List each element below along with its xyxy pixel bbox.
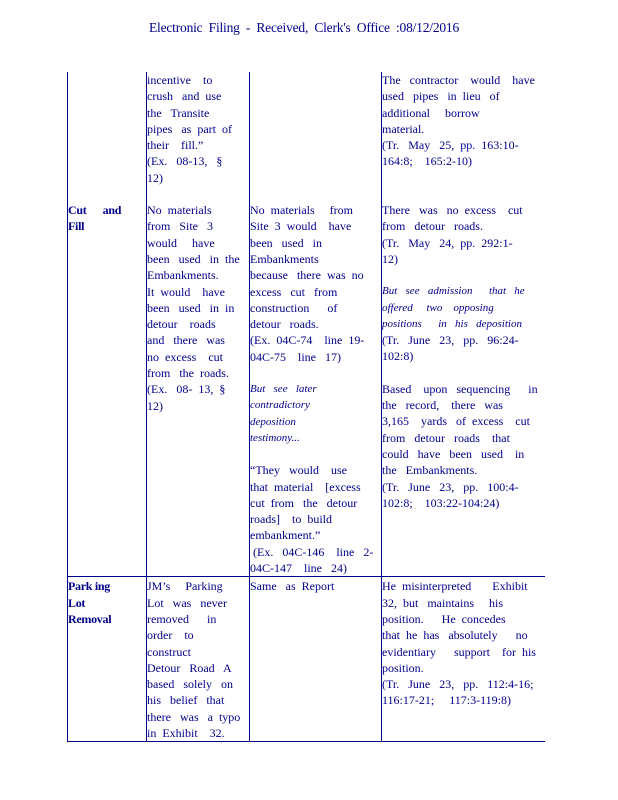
text-line: (Tr. May 24, pp. 292:1- [382,235,513,250]
text-line: been used in the [147,251,240,266]
text-line: pipes as part of [147,121,232,136]
table-row-cut-and-fill [68,186,545,577]
text-line: evidentiary support for his [382,644,536,659]
category-cell [68,72,147,186]
text-line: There was no excess cut [382,203,523,218]
text-line: cut from the detour [250,495,358,510]
text-line: (Tr. May 25, pp. 163:10- [382,138,519,153]
text-line: 04C-147 line 24) [250,561,347,576]
text-line: excess cut from [250,284,338,299]
category-label: Fill [68,219,85,234]
testimony-cell [250,186,382,577]
text-line: that he has absolutely no [382,628,528,643]
text-line: Same as Report [250,579,335,594]
text-line: there was a typo [147,709,241,724]
testimony-cell [250,577,382,742]
text-line: position. He concedes [382,611,506,626]
text-line: based solely on [147,677,233,692]
text-line: (Ex. 08- 13, § [147,382,226,397]
text-line: JM’s Parking [147,579,223,594]
text-line: construction of [250,300,338,315]
italic-note-line: offered two opposing [382,301,494,314]
category-cell [68,186,147,577]
text-line: (Ex. 04C-146 line 2- [250,544,374,559]
italic-note-line: deposition [250,415,296,428]
actual-cell [382,186,545,577]
text-line: because there was no [250,268,364,283]
italic-note-line: testimony... [250,431,300,444]
text-line: the Transite [147,105,210,120]
actual-cell [382,577,545,742]
text-line: 164:8; 165:2-10) [382,154,472,169]
actual-cell [382,72,545,186]
text-line: incentive to [147,73,213,87]
text-line: position. [382,660,424,675]
category-label: Cut and [68,203,122,218]
text-line: in Exhibit 32. [147,725,225,740]
text-line: 102:8; 103:22-104:24) [382,495,500,510]
text-line: used pipes in lieu of [382,89,500,104]
text-line: that material [excess [250,479,361,494]
text-line: Lot was never [147,595,227,610]
text-line: 3,165 yards of excess cut [382,414,530,429]
italic-note-line: But see admission that he [382,285,525,298]
text-line: Embankments [250,251,319,266]
report-cell [147,577,250,742]
text-line: and there was [147,333,225,348]
text-line: from detour roads that [382,430,510,445]
text-line: (Ex. 04C-74 line 19- [250,333,365,348]
text-line: the record, there was [382,398,503,413]
text-line: from detour roads. [382,219,483,234]
text-line: his belief that [147,693,225,708]
text-line: It would have [147,284,225,299]
testimony-cell [250,72,382,186]
text-line: 32, but maintains his [382,595,503,610]
text-line: detour roads. [250,317,319,332]
text-line: embankment.” [250,528,321,543]
text-line: been used in in [147,300,235,315]
text-line: from Site 3 [147,219,213,234]
table-row-parking-lot-removal [68,577,545,742]
text-line: construct [147,644,191,659]
italic-note-line: But see later [250,383,317,396]
text-line: could have been used in [382,446,525,461]
text-line: Site 3 would have [250,219,352,234]
text-line: No materials from [250,203,353,218]
text-line: detour roads [147,317,216,332]
text-line: their fill.” [147,138,204,153]
text-line: 12) [147,398,163,413]
text-line: Embankments. [147,268,219,283]
text-line: 04C-75 line 17) [250,349,341,364]
text-line: no excess cut [147,349,223,364]
text-line: The contractor would have [382,73,535,87]
report-cell [147,186,250,577]
text-line: 12) [147,170,163,185]
category-label: Park ing [68,579,110,594]
text-line: (Tr. June 23, pp. 96:24- [382,333,519,348]
text-line: crush and use [147,89,222,104]
text-line: would have [147,235,215,250]
text-line: Based upon sequencing in [382,381,538,396]
category-label: Removal [68,611,112,626]
category-cell [68,577,147,742]
text-line: (Ex. 08-13, § [147,154,223,169]
text-line: been used in [250,235,322,250]
category-label: Lot [68,595,86,610]
italic-note-line: positions in his deposition [382,317,522,330]
text-line: additional borrow [382,105,480,120]
text-line: (Tr. June 23, pp. 100:4- [382,479,519,494]
filing-header: Electronic Filing - Received, Clerk's Office :08/12/2016 [149,20,460,35]
text-line: 116:17-21; 117:3-119:8) [382,693,511,708]
text-line: the Embankments. [382,463,478,478]
table-row-continuation [68,72,545,186]
comparison-table [67,72,545,742]
text-line: removed in [147,611,217,626]
text-line: order to [147,628,194,643]
text-line: material. [382,121,425,136]
text-line: Detour Road A [147,660,232,675]
text-line: No materials [147,203,212,218]
text-line: “They would use [250,463,347,478]
text-line: roads] to build [250,512,332,527]
italic-note-line: contradictory [250,399,310,412]
text-line: from the roads. [147,366,229,381]
report-cell [147,72,250,186]
text-line: 12) [382,251,398,266]
text-line: He misinterpreted Exhibit [382,579,528,594]
text-line: (Tr. June 23, pp. 112:4-16; [382,677,534,692]
text-line: 102:8) [382,349,414,364]
